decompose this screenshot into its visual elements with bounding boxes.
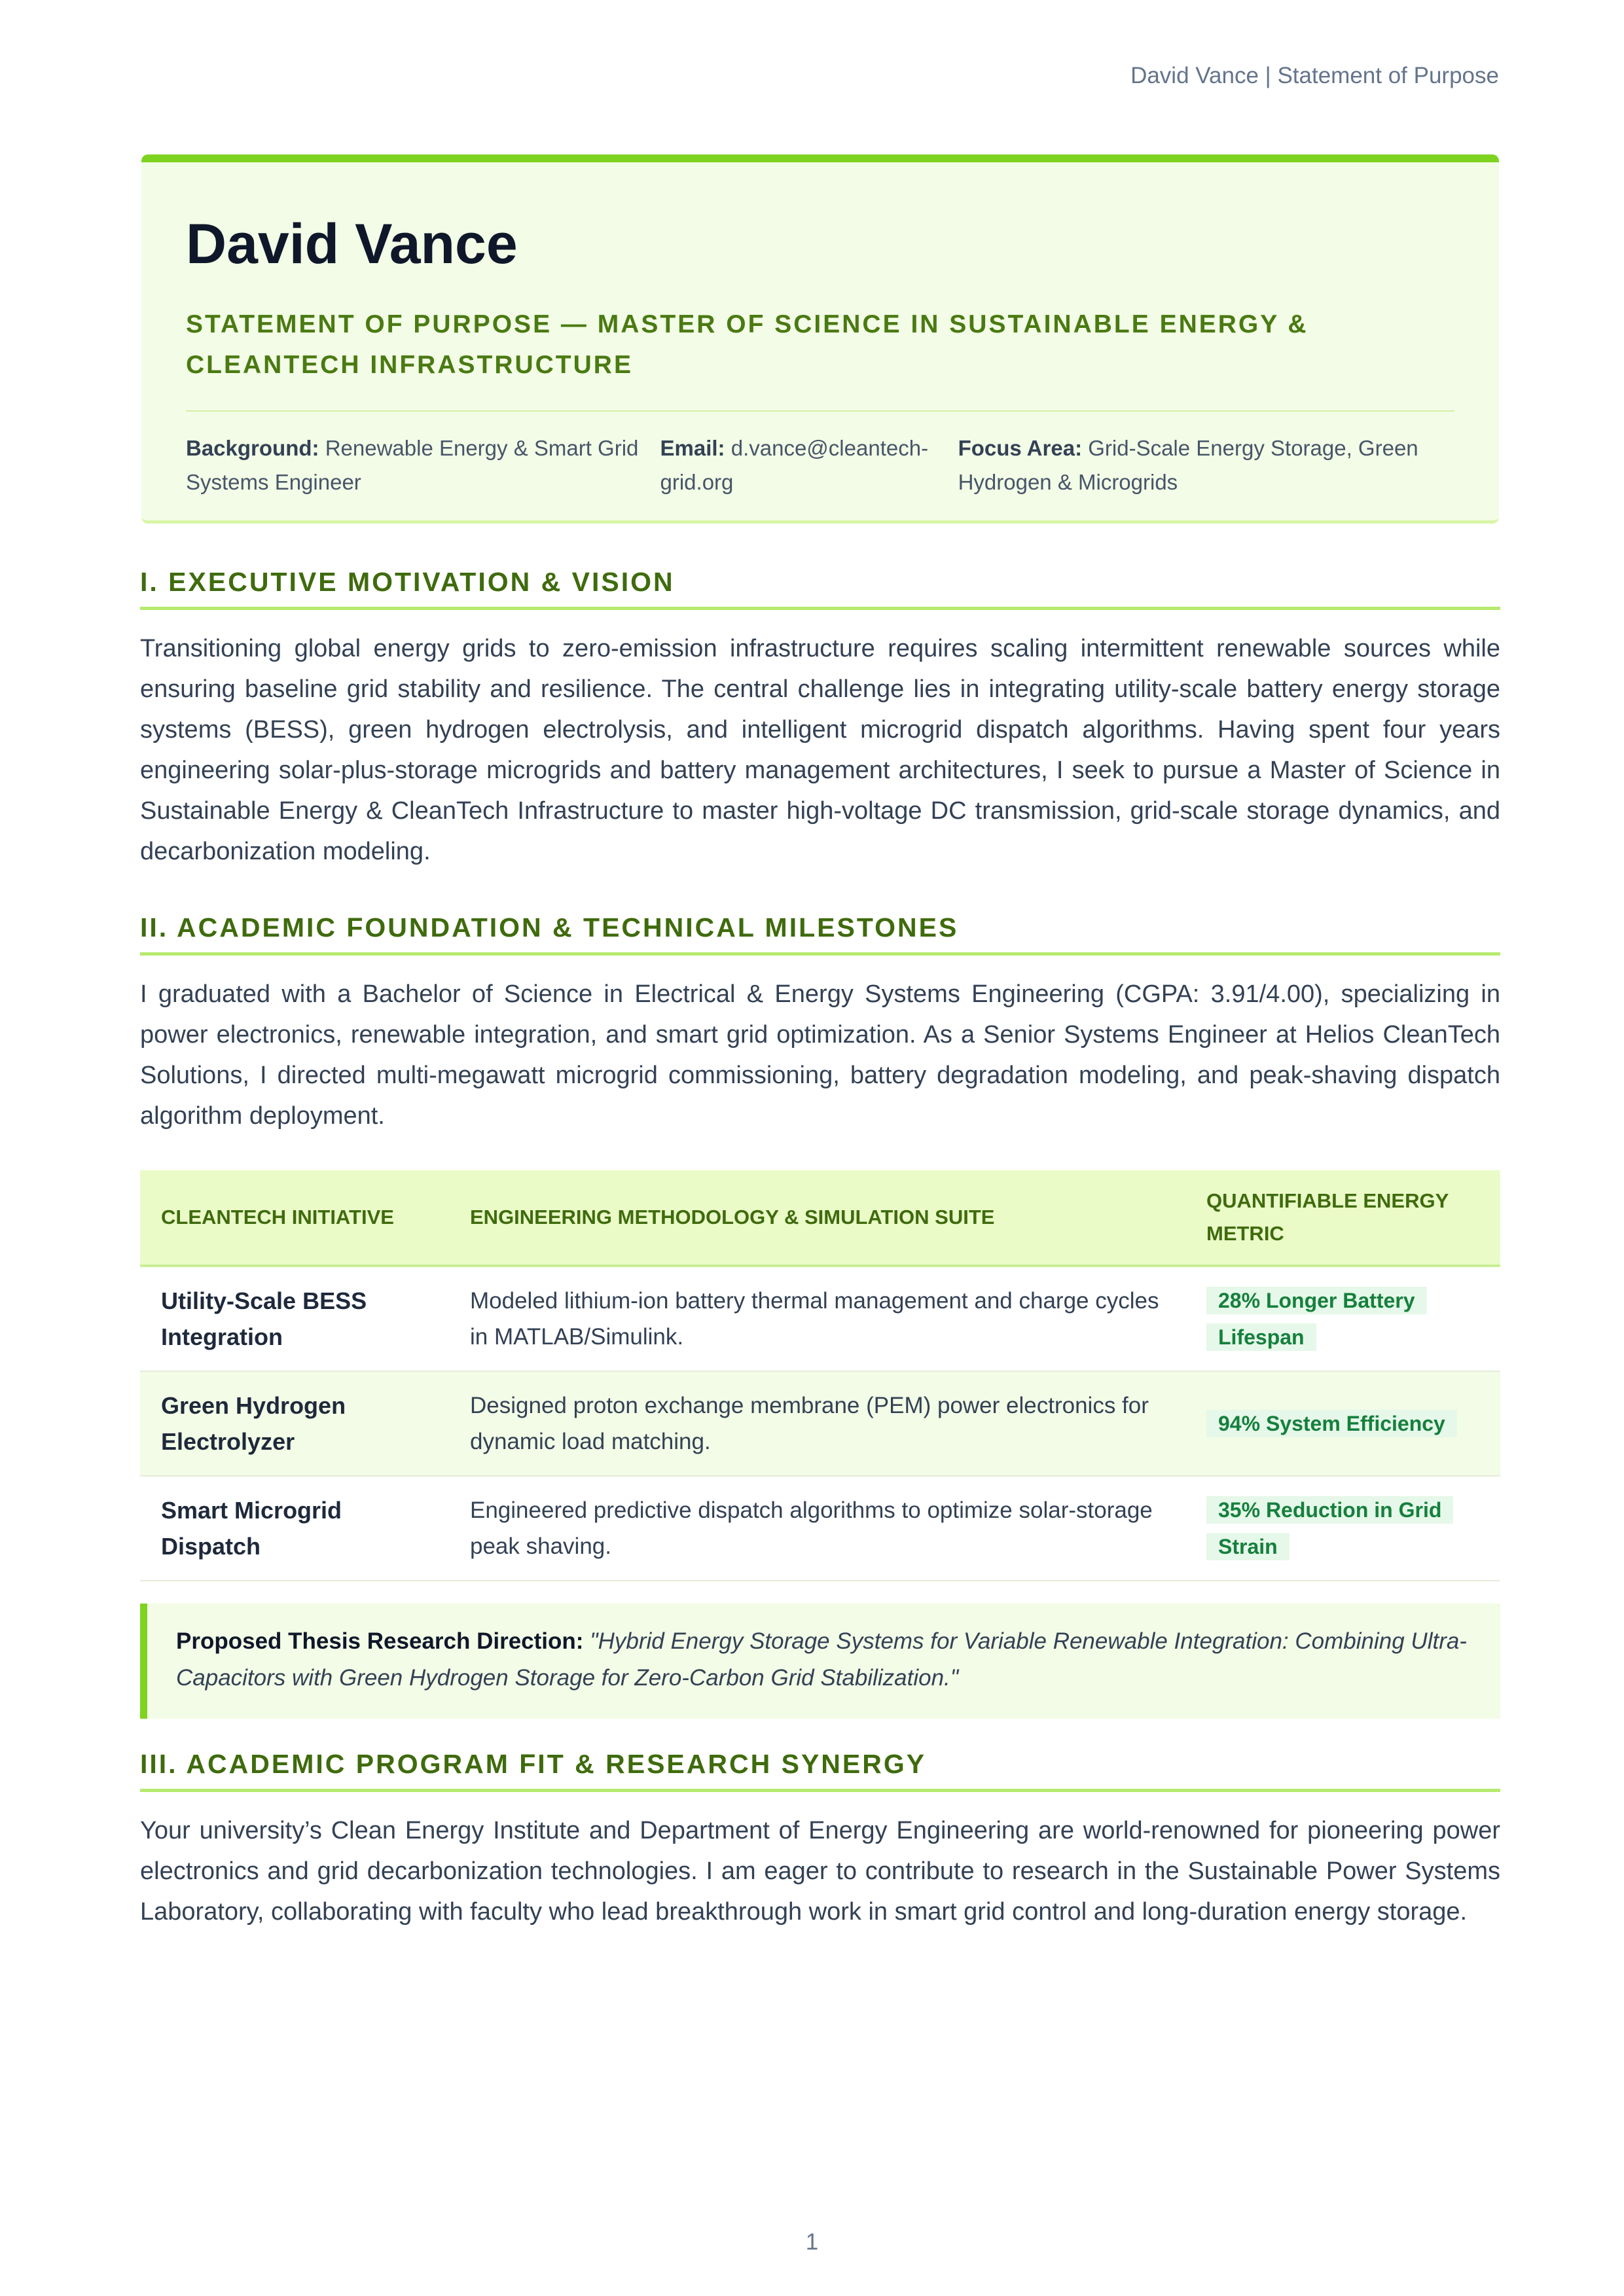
- document-subtitle: STATEMENT OF PURPOSE — MASTER OF SCIENCE IN SUSTAINABLE ENERGY & CLEANTECH INFRASTRUCTURE: [186, 310, 1308, 379]
- initiative-cell: Utility-Scale BESS Integration: [140, 1266, 449, 1371]
- meta-background-label: Background:: [186, 435, 319, 460]
- meta-email-value: d.vance@cleantech-grid.org: [660, 435, 929, 494]
- section-program-fit: [140, 1749, 1500, 1932]
- meta-background: [186, 431, 660, 499]
- methodology-cell: Modeled lithium-ion battery thermal management and charge cycles in MATLAB/Simulink.: [449, 1266, 1185, 1371]
- table-row: [140, 1266, 1500, 1371]
- metric-cell: [1185, 1476, 1500, 1581]
- meta-email-label: Email:: [660, 435, 725, 460]
- section-heading: I. EXECUTIVE MOTIVATION & VISION: [140, 567, 1500, 610]
- table-row: [140, 1371, 1500, 1476]
- meta-background-value: Renewable Energy & Smart Grid Systems Engineer: [186, 435, 639, 494]
- meta-email: [660, 431, 958, 499]
- section-academic-foundation: [140, 912, 1500, 1136]
- methodology-cell: Engineered predictive dispatch algorithms to optimize solar-storage peak shaving.: [449, 1476, 1185, 1581]
- metric-badge: 28% Longer Battery Lifespan: [1206, 1287, 1427, 1351]
- running-header: David Vance | Statement of Purpose: [1130, 63, 1499, 88]
- callout-text: "Hybrid Energy Storage Systems for Variable Renewable Integration: Combining Ultra-Capacitors with Green Hydrogen Storage for Zero-Carbon Grid Stabilization.": [176, 1628, 1467, 1691]
- section-heading: II. ACADEMIC FOUNDATION & TECHNICAL MILESTONES: [140, 912, 1500, 956]
- callout-label: Proposed Thesis Research Direction:: [176, 1628, 584, 1654]
- metric-badge: 35% Reduction in Grid Strain: [1206, 1496, 1453, 1560]
- meta-focus-value: Grid-Scale Energy Storage, Green Hydrogen & Microgrids: [958, 435, 1418, 494]
- column-header-methodology: ENGINEERING METHODOLOGY & SIMULATION SUITE: [449, 1170, 1185, 1266]
- metric-cell: [1185, 1266, 1500, 1371]
- page-number: 1: [805, 2229, 819, 2255]
- thesis-callout: [140, 1604, 1500, 1719]
- applicant-meta: [186, 431, 1454, 499]
- header-divider: [186, 410, 1454, 412]
- initiative-cell: Smart Microgrid Dispatch: [140, 1476, 449, 1581]
- section-body: Transitioning global energy grids to zero-emission infrastructure requires scaling intermittent renewable sources while ensuring baseline grid stability and resilience. The central challenge lies in integrating utility-scale battery energy storage systems (BESS), green hydrogen electrolysis, and intelligent microgrid dispatch algorithms. Having spent four years engineering solar-plus-storage microgrids and battery management architectures, I seek to pursue a Master of Science in Sustainable Energy & CleanTech Infrastructure to master high-voltage DC transmission, grid-scale storage dynamics, and decarbonization modeling.: [140, 635, 1500, 865]
- initiative-cell: Green Hydrogen Electrolyzer: [140, 1371, 449, 1476]
- milestones-table: [140, 1170, 1500, 1581]
- table-row: [140, 1476, 1500, 1581]
- header-card: [141, 154, 1499, 524]
- metric-cell: [1185, 1371, 1500, 1476]
- column-header-initiative: CLEANTECH INITIATIVE: [140, 1170, 449, 1266]
- meta-focus-area: [958, 431, 1454, 499]
- metric-badge: 94% System Efficiency: [1206, 1410, 1457, 1437]
- section-heading: III. ACADEMIC PROGRAM FIT & RESEARCH SYNERGY: [140, 1749, 1500, 1792]
- column-header-metric: QUANTIFIABLE ENERGY METRIC: [1185, 1170, 1500, 1266]
- meta-focus-label: Focus Area:: [958, 435, 1083, 460]
- section-body: I graduated with a Bachelor of Science in Electrical & Energy Systems Engineering (CGPA: 3.91/4.00), specializing in power electronics, renewable integration, and smart grid optimization. As a Senior Systems Engineer at Helios CleanTech Solutions, I directed multi-megawatt microgrid commissioning, battery degradation modeling, and peak-shaving dispatch algorithm deployment.: [140, 980, 1500, 1130]
- section-motivation: [140, 567, 1500, 872]
- table-header-row: [140, 1170, 1500, 1266]
- section-body: Your university’s Clean Energy Institute and Department of Energy Engineering are world-renowned for pioneering power electronics and grid decarbonization technologies. I am eager to contribute to research in the Sustainable Power Systems Laboratory, collaborating with faculty who lead breakthrough work in smart grid control and long-duration energy storage.: [140, 1817, 1500, 1926]
- applicant-name: David Vance: [186, 213, 518, 276]
- methodology-cell: Designed proton exchange membrane (PEM) power electronics for dynamic load matching.: [449, 1371, 1185, 1476]
